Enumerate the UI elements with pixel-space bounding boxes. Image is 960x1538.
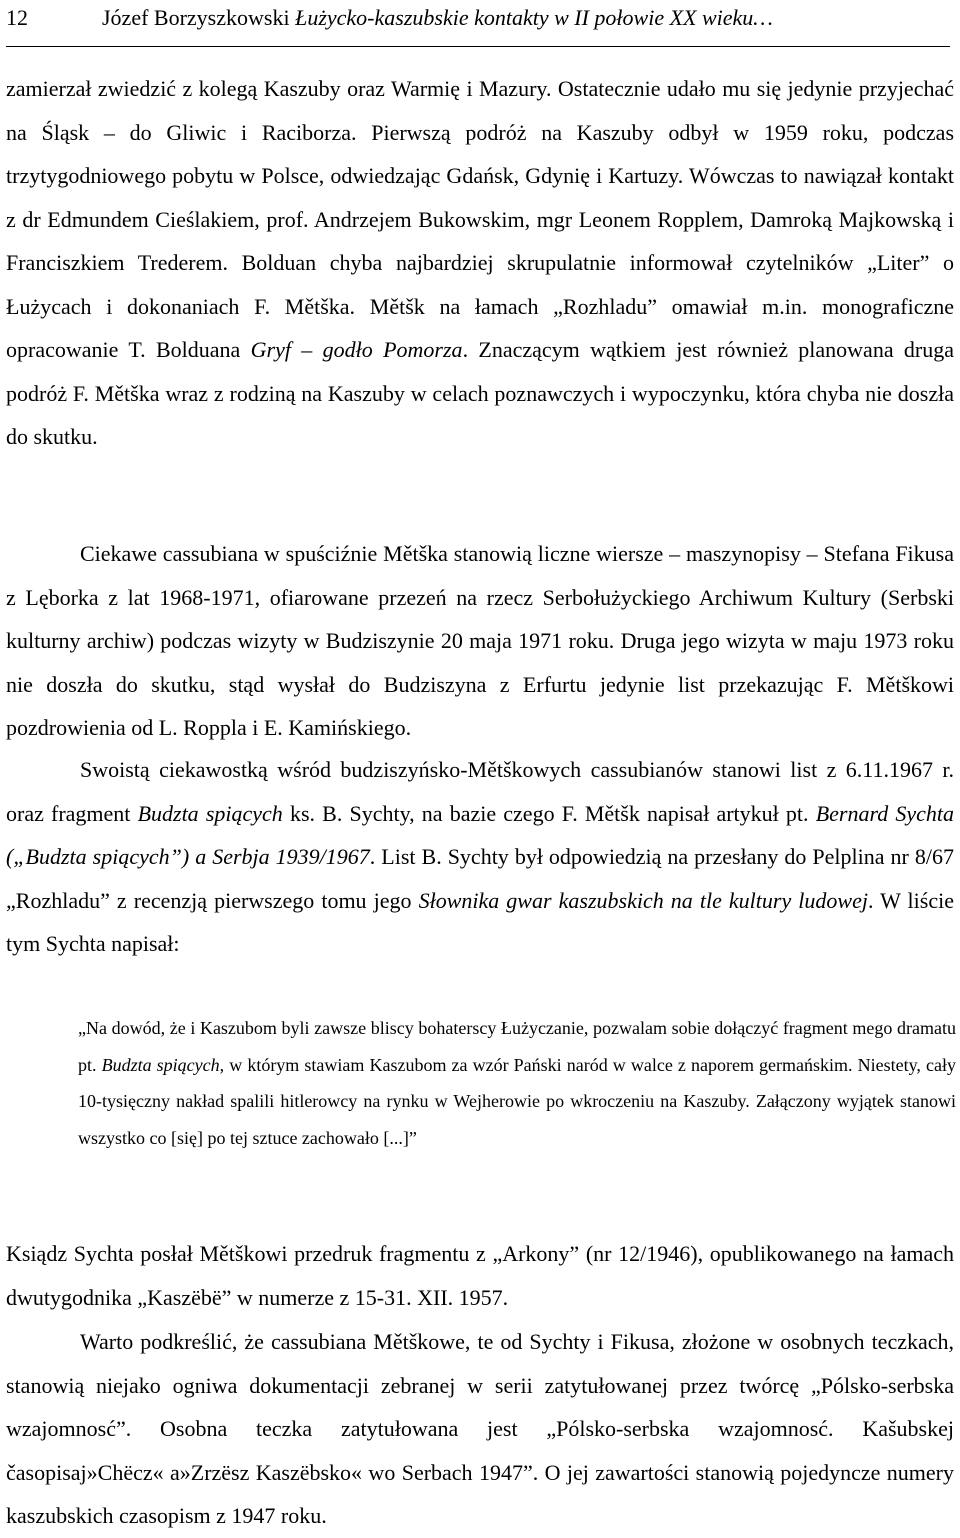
p1-italic-1: Gryf – godło Pomorza <box>250 337 463 362</box>
p3-italic-1: Budzta spiących <box>137 800 283 826</box>
header-author: Józef Borzyszkowski <box>102 5 290 30</box>
p3-text-3: . List B. Sychty był odpowiedzią na przesłany do Pelplina nr 8/67 „Rozhladu” z recenzją pierwszego tomu jego <box>6 844 954 913</box>
p1-text-1: zamierzał zwiedzić z kolegą Kaszuby oraz Warmię i Mazury. Ostatecznie udało mu się jedynie przyjechać na Śląsk – do Gliwic i Raciborza. Pierwszą podróż na Kaszuby odbył w 1959 roku, podczas trzytygodniowego pobytu w Polsce, odwiedzając Gdańsk, Gdynię i Kartuzy. Wówczas to nawiązał kontakt z dr Edmundem Cieślakiem, prof. Andrzejem Bukowskim, mgr Leonem Ropplem, Damroką Majkowską i Franciszkiem Trederem. Bolduan chyba najbardziej skrupulatnie informował czytelników „Liter” o Łużycach i dokonaniach F. Mětška. Mětšk na łamach „Rozhladu” omawiał m.in. monograficzne opracowanie T. Bolduana <box>6 76 954 362</box>
p3-text-2: ks. B. Sychty, na bazie czego F. Mětšk napisał artykuł pt. <box>282 800 816 826</box>
header-title: Łużycko-kaszubskie kontakty w II połowie XX wieku… <box>295 5 773 30</box>
paragraph-4: Ksiądz Sychta posłał Mětškowi przedruk fragmentu z „Arkony” (nr 12/1946), opublikowanego na łamach dwutygodnika „Kaszëbë” w numerze z 15-31. XII. 1957. <box>6 1241 954 1310</box>
paragraph-2: Ciekawe cassubiana w spuściźnie Mětška stanowią liczne wiersze – maszynopisy – Stefana Fikusa z Lęborka z lat 1968-1971, ofiarowane przezeń na rzecz Serbołużyckiego Archiwum Kultury (Serbski kulturny archiw) podczas wizyty w Budziszynie 20 maja 1971 roku. Druga jego wizyta w maju 1973 roku nie doszła do skutku, stąd wysłał do Budziszyna z Erfurtu jedynie list przekazując F. Mětškowi pozdrowienia od L. Roppla i E. Kamińskiego. <box>6 541 954 740</box>
quote-italic-1: Budzta spiących <box>101 1054 220 1075</box>
p1-text-2: . Znaczącym wątkiem jest również planowana druga podróż F. Mětška wraz z rodziną na Kaszuby w celach poznawczych i wypoczynku, która chyba nie doszła do skutku. <box>6 337 955 449</box>
paragraph-1 <box>6 67 954 459</box>
block-quote <box>78 1010 956 1156</box>
quote-text-2: , w którym stawiam Kaszubom za wzór Pański naród w walce z naporem germańskim. Niestety, cały 10-tysięczny nakład spalili hitlerowcy na rynku w Wejherowie po wkroczeniu na Kaszuby. Załączony wyjątek stanowi wszystko co [się] po tej sztuce zachowało [...]” <box>78 1054 956 1148</box>
paragraph-3 <box>6 748 954 966</box>
p3-text-4: . W liście tym Sychta napisał: <box>6 887 954 956</box>
running-title <box>102 2 773 34</box>
p3-italic-2: Bernard Sychta („Budzta spiących”) a Serbja 1939/1967 <box>6 800 954 869</box>
paragraph-5: Warto podkreślić, że cassubiana Mětškowe, te od Sychty i Fikusa, złożone w osobnych teczkach, stanowią niejako ogniwa dokumentacji zebranej w serii zatytułowanej przez twórcę „Pólsko-serbska wzajomnosć”. Osobna teczka zatytułowana jest „Pólsko-serbska wzajomnosć. Kašubskej časopisaj»Chëcz« a»Zrzësz Kaszëbsko« wo Serbach 1947”. O jej zawartości stanowią pojedyncze numery kaszubskich czasopism z 1947 roku. <box>6 1329 954 1528</box>
running-header <box>6 2 950 47</box>
p3-text-1: Swoistą ciekawostką wśród budziszyńsko-Mětškowych cassubianów stanowi list z 6.11.1967 r. oraz fragment <box>6 757 954 826</box>
quote-text-1: „Na dowód, że i Kaszubom byli zawsze bliscy bohaterscy Łużyczanie, pozwalam sobie dołączyć fragment mego dramatu pt. <box>78 1018 956 1075</box>
p3-italic-3: Słownika gwar kaszubskich na tle kultury ludowej <box>418 887 868 913</box>
page-number: 12 <box>6 5 28 30</box>
